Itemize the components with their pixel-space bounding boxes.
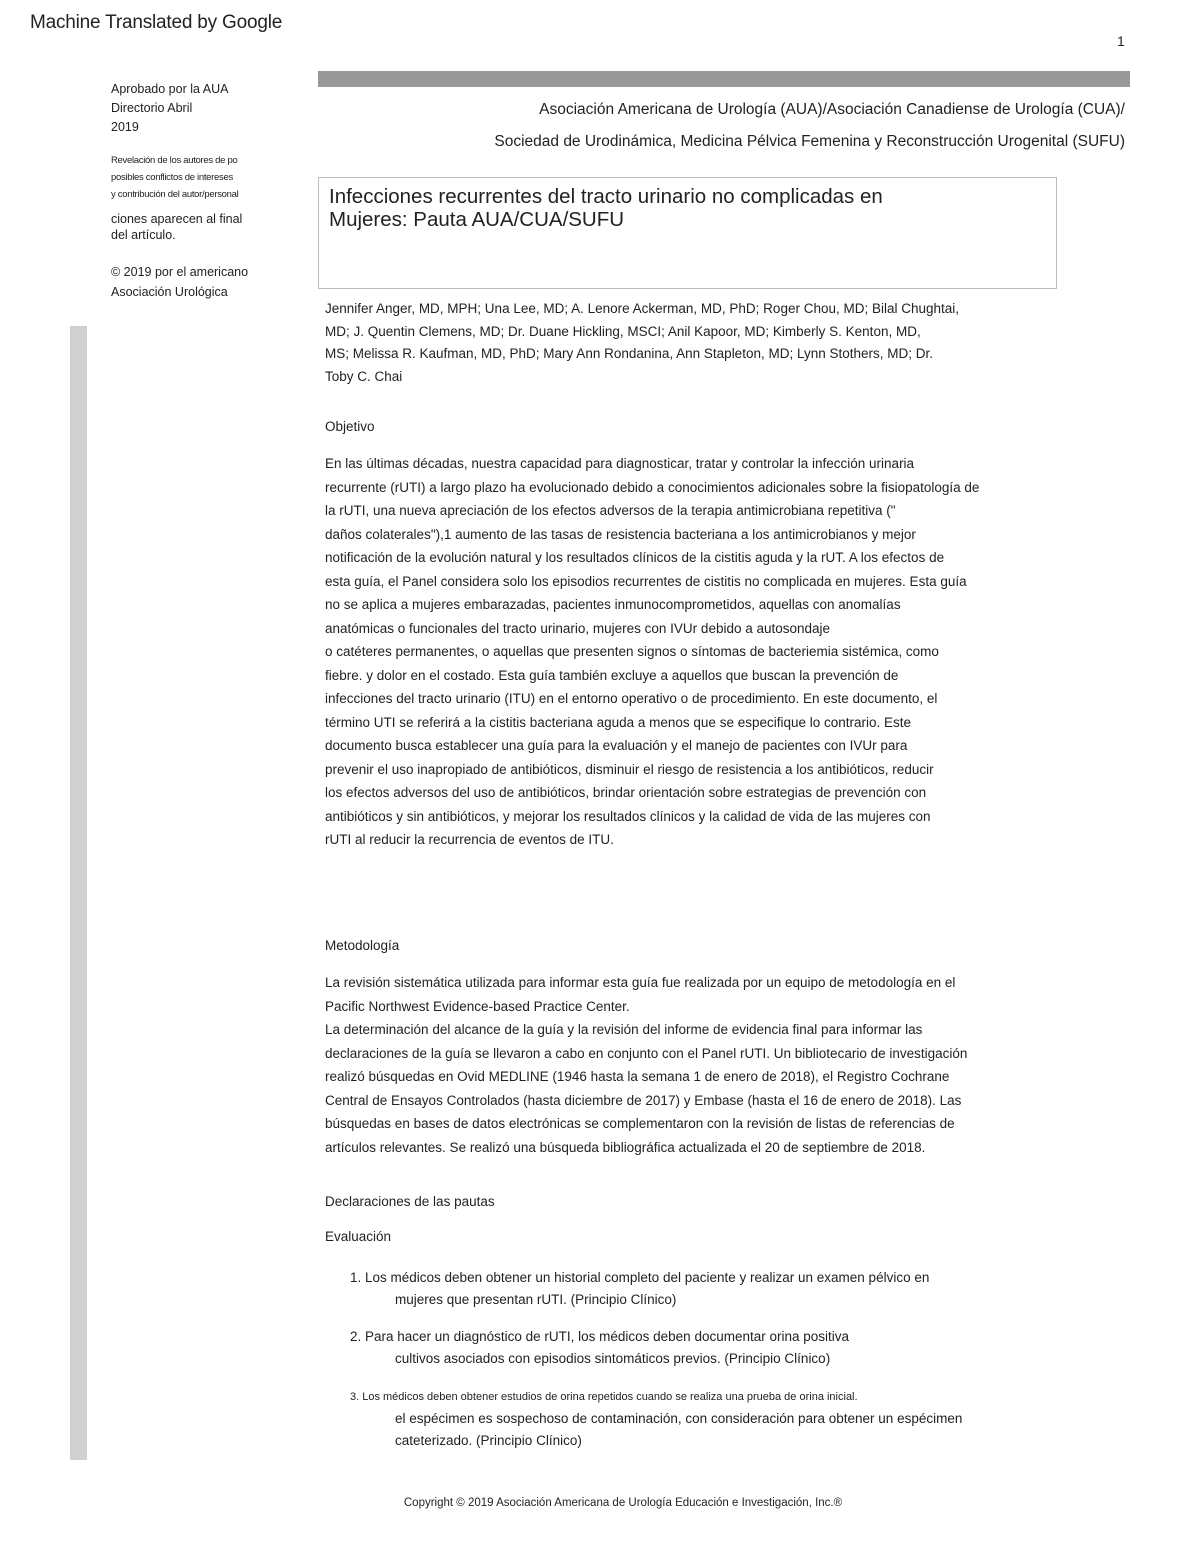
statement-line: mujeres que presentan rUTI. (Principio Clínico)	[395, 1292, 677, 1307]
paragraph-line: no se aplica a mujeres embarazadas, pacientes inmunocomprometidos, aquellas con anomalías	[325, 597, 901, 612]
paragraph-line: esta guía, el Panel considera solo los episodios recurrentes de cistitis no complicada en mujeres. Esta guía	[325, 573, 967, 589]
sidebar-approval-line: Aprobado por la AUA	[111, 82, 229, 96]
sidebar-disclosure-line: del artículo.	[111, 228, 176, 242]
paragraph-line: Pacific Northwest Evidence-based Practice Center.	[325, 998, 630, 1014]
sidebar-approval-line: Directorio Abril	[111, 101, 193, 115]
paragraph-line: Central de Ensayos Controlados (hasta diciembre de 2017) y Embase (hasta el 16 de enero de 2018). Las	[325, 1092, 962, 1108]
methodology-heading: Metodología	[325, 938, 400, 953]
sidebar-disclosure	[111, 152, 291, 203]
author-line: MD; J. Quentin Clemens, MD; Dr. Duane Hickling, MSCI; Anil Kapoor, MD; Kimberly S. Kenton, MD,	[325, 323, 921, 339]
sidebar-approval	[111, 80, 291, 137]
sidebar-copyright	[111, 262, 291, 302]
paragraph-line: La determinación del alcance de la guía y la revisión del informe de evidencia final para informar las	[325, 1022, 923, 1037]
guideline-statement-1	[350, 1267, 1050, 1311]
evaluation-heading: Evaluación	[325, 1229, 392, 1244]
header-bar	[318, 71, 1130, 87]
paragraph-line: artículos relevantes. Se realizó una búsqueda bibliográfica actualizada el 20 de septiembre de 2018.	[325, 1139, 926, 1155]
org-line: Asociación Americana de Urología (AUA)/Asociación Canadiense de Urología (CUA)/	[539, 101, 1125, 118]
sidebar-copyright-line: Asociación Urológica	[111, 285, 228, 299]
title-line: Mujeres: Pauta AUA/CUA/SUFU	[329, 208, 625, 231]
paragraph-line: declaraciones de la guía se llevaron a cabo en conjunto con el Panel rUTI. Un bibliotecario de investigación	[325, 1045, 968, 1061]
paragraph-line: fiebre. y dolor en el costado. Esta guía también excluye a aquellos que buscan la prevención de	[325, 667, 899, 683]
author-list	[325, 298, 1050, 388]
sidebar-approval-line: 2019	[111, 120, 139, 134]
paragraph-line: infecciones del tracto urinario (ITU) en el entorno operativo o de procedimiento. En este documento, el	[325, 691, 938, 706]
page-number: 1	[1117, 33, 1125, 49]
paragraph-line: término UTI se referirá a la cistitis bacteriana aguda a menos que se especifique lo contrario. Este	[325, 714, 912, 730]
paragraph-line: los efectos adversos del uso de antibióticos, brindar orientación sobre estrategias de prevención con	[325, 785, 927, 800]
sidebar-disclosure-cont	[111, 211, 291, 243]
statement-line: cultivos asociados con episodios sintomáticos previos. (Principio Clínico)	[395, 1351, 831, 1366]
org-line: Sociedad de Urodinámica, Medicina Pélvica Femenina y Reconstrucción Urogenital (SUFU)	[494, 133, 1125, 150]
paragraph-line: rUTI al reducir la recurrencia de eventos de ITU.	[325, 832, 614, 847]
paragraph-line: notificación de la evolución natural y los resultados clínicos de la cistitis aguda y la rUT. A los efectos de	[325, 550, 945, 565]
author-line: MS; Melissa R. Kaufman, MD, PhD; Mary Ann Rondanina, Ann Stapleton, MD; Lynn Stothers, MD; Dr.	[325, 346, 934, 361]
paragraph-line: prevenir el uso inapropiado de antibióticos, disminuir el riesgo de resistencia a los antibióticos, reducir	[325, 761, 934, 777]
objective-paragraph	[325, 452, 1055, 852]
paragraph-line: realizó búsquedas en Ovid MEDLINE (1946 hasta la semana 1 de enero de 2018), el Registro Cochrane	[325, 1069, 950, 1084]
statement-line: 2. Para hacer un diagnóstico de rUTI, los médicos deben documentar orina positiva	[350, 1329, 850, 1344]
title-box	[318, 177, 1057, 289]
paragraph-line: antibióticos y sin antibióticos, y mejorar los resultados clínicos y la calidad de vida de las mujeres con	[325, 808, 931, 824]
sidebar-disclosure-line: Revelación de los autores de po	[111, 155, 238, 166]
sidebar-disclosure-line: posibles conflictos de intereses	[111, 172, 233, 183]
author-line: Jennifer Anger, MD, MPH; Una Lee, MD; A. Lenore Ackerman, MD, PhD; Roger Chou, MD; Bilal Chughtai,	[325, 301, 960, 316]
paragraph-line: En las últimas décadas, nuestra capacidad para diagnosticar, tratar y controlar la infección urinaria	[325, 456, 915, 471]
statement-line: 3. Los médicos deben obtener estudios de orina repetidos cuando se realiza una prueba de orina inicial.	[350, 1391, 858, 1403]
sidebar-rule	[70, 326, 87, 1460]
statement-line: el espécimen es sospechoso de contaminación, con consideración para obtener un espécimen	[395, 1411, 963, 1426]
paragraph-line: o catéteres permanentes, o aquellas que presenten signos o síntomas de bacteriemia sistémica, como	[325, 644, 939, 659]
guideline-statement-2	[350, 1326, 1050, 1370]
paragraph-line: búsquedas en bases de datos electrónicas se complementaron con la revisión de listas de referencias de	[325, 1116, 955, 1131]
statements-heading: Declaraciones de las pautas	[325, 1194, 495, 1209]
sidebar-copyright-line: © 2019 por el americano	[111, 265, 249, 279]
page-footer-copyright: Copyright © 2019 Asociación Americana de Urología Educación e Investigación, Inc.®	[403, 1497, 843, 1509]
statement-line: 1. Los médicos deben obtener un historial completo del paciente y realizar un examen pélvico en	[350, 1270, 930, 1285]
sidebar-disclosure-line: ciones aparecen al final	[111, 212, 243, 226]
document-title	[329, 185, 1046, 231]
machine-translation-banner: Machine Translated by Google	[30, 12, 283, 33]
paragraph-line: recurrente (rUTI) a largo plazo ha evolucionado debido a conocimientos adicionales sobre la fisiopatología de	[325, 479, 980, 495]
author-line: Toby C. Chai	[325, 368, 403, 384]
paragraph-line: la rUTI, una nueva apreciación de los efectos adversos de la terapia antimicrobiana repetitiva ("	[325, 503, 896, 518]
paragraph-line: daños colaterales"),1 aumento de las tasas de resistencia bacteriana a los antimicrobianos y mejor	[325, 526, 916, 542]
organization-names	[494, 94, 1125, 158]
statement-line: cateterizado. (Principio Clínico)	[395, 1433, 582, 1448]
guideline-statement-3	[350, 1386, 1050, 1452]
paragraph-line: La revisión sistemática utilizada para informar esta guía fue realizada por un equipo de metodología en el	[325, 975, 956, 990]
paragraph-line: anatómicas o funcionales del tracto urinario, mujeres con IVUr debido a autosondaje	[325, 620, 831, 636]
title-line: Infecciones recurrentes del tracto urinario no complicadas en	[329, 185, 883, 208]
objective-heading: Objetivo	[325, 419, 375, 434]
methodology-paragraph	[325, 971, 1055, 1159]
sidebar-disclosure-line: y contribución del autor/personal	[111, 189, 239, 200]
paragraph-line: documento busca establecer una guía para la evaluación y el manejo de pacientes con IVUr para	[325, 738, 908, 753]
